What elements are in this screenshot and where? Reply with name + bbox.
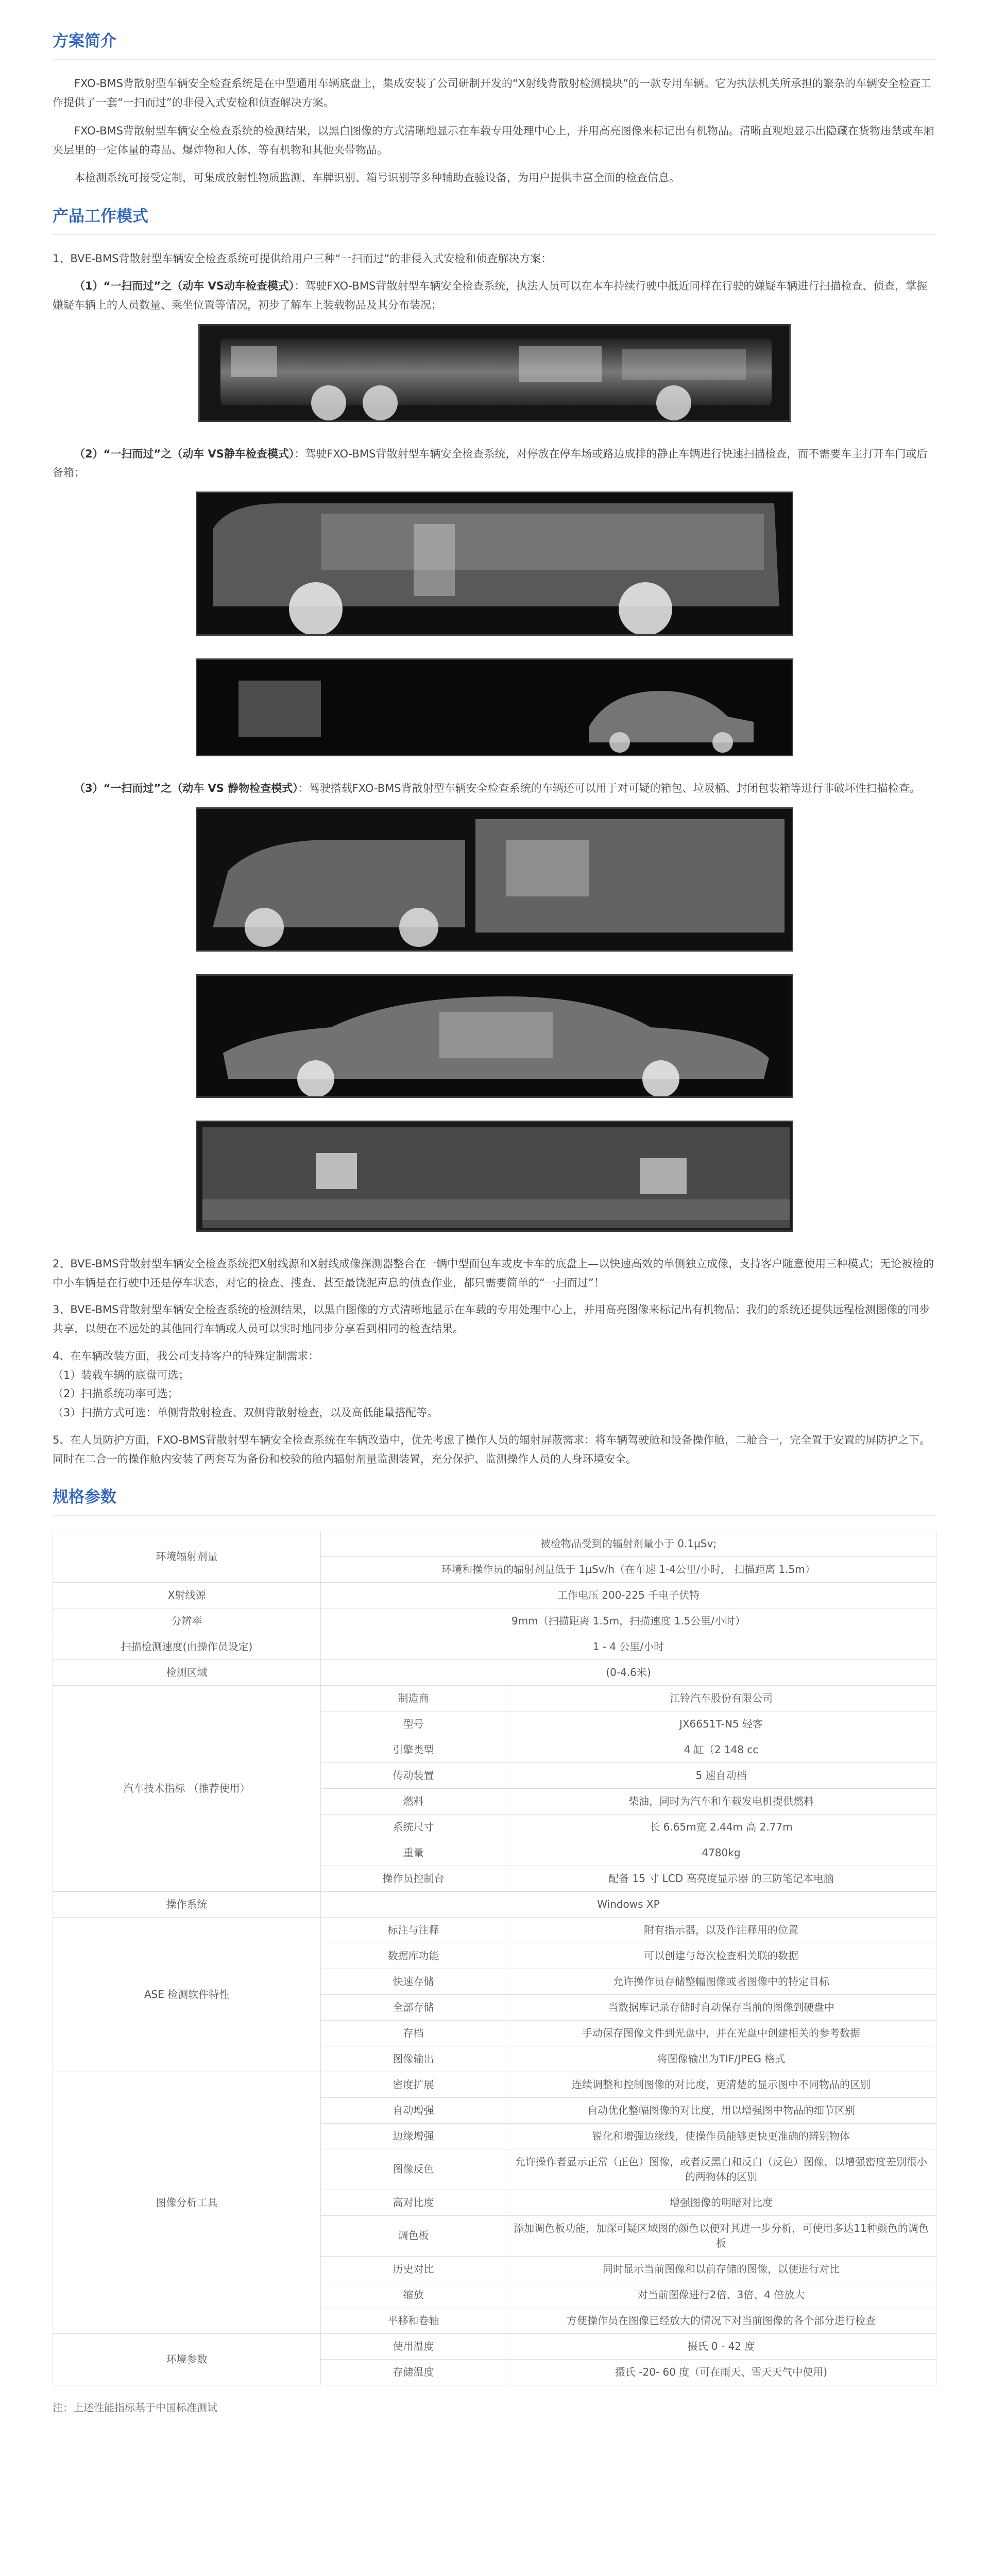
spec-value: 手动保存图像文件到光盘中，并在光盘中创建相关的参考数据 bbox=[506, 2020, 936, 2046]
spec-table bbox=[53, 1531, 936, 2385]
spec-category: ASE 检测软件特性 bbox=[53, 1917, 321, 2072]
spec-subcategory: 缩放 bbox=[321, 2282, 506, 2308]
customization-list bbox=[53, 1366, 936, 1422]
spec-subcategory: 调色板 bbox=[321, 2215, 506, 2256]
table-row bbox=[53, 1634, 936, 1659]
spec-value: 摄氏 0 - 42 度 bbox=[506, 2333, 936, 2359]
spec-value: 附有指示器，以及作注释用的位置 bbox=[506, 1917, 936, 1943]
spec-value: 可以创建与每次检查相关联的数据 bbox=[506, 1943, 936, 1969]
intro-paragraph-2: FXO-BMS背散射型车辆安全检查系统的检测结果，以黑白图像的方式清晰地显示在车载专用处理中心上，并用高亮图像来标记出有机物品。清晰直观地显示出隐藏在货物违禁或车厢夹层里的一定体量的毒品、爆炸物和人体、等有机物和其他夹带物品。 bbox=[53, 124, 934, 156]
heading-divider bbox=[53, 234, 936, 235]
spec-value: 增强图像的明暗对比度 bbox=[506, 2190, 936, 2215]
spec-value: 对当前图像进行2倍、3倍、4 倍放大 bbox=[506, 2282, 936, 2308]
spec-value: 添加调色板功能，加深可疑区域图的颜色以便对其进一步分析，可使用多达11种颜色的调色板 bbox=[506, 2215, 936, 2256]
spec-category: 汽车技术指标 （推荐使用） bbox=[53, 1685, 321, 1891]
modes-paragraph-3: 3、BVE-BMS背散射型车辆安全检查系统的检测结果，以黑白图像的方式清晰地显示在车载的专用处理中心上，并用高亮图像来标记出有机物品；我们的系统还提供远程检测图像的同步共享，以便在不远处的其他同行车辆或人员可以实时地同步分享看到相同的检查结果。 bbox=[53, 1303, 930, 1335]
spec-value: 工作电压 200-225 千电子伏特 bbox=[321, 1582, 936, 1608]
mode-3-description bbox=[53, 779, 936, 798]
table-row bbox=[53, 1608, 936, 1634]
table-row bbox=[53, 1659, 936, 1685]
spec-value: 江铃汽车股份有限公司 bbox=[506, 1685, 936, 1711]
spec-subcategory: 高对比度 bbox=[321, 2190, 506, 2215]
spec-subcategory: 平移和卷轴 bbox=[321, 2308, 506, 2333]
spec-value: 1 - 4 公里/小时 bbox=[321, 1634, 936, 1659]
mode-2-description bbox=[53, 445, 936, 483]
spec-category: 图像分析工具 bbox=[53, 2072, 321, 2333]
spec-value: 9mm（扫描距离 1.5m，扫描速度 1.5公里/小时） bbox=[321, 1608, 936, 1634]
table-row bbox=[53, 2072, 936, 2097]
spec-value: 将图像输出为TIF/JPEG 格式 bbox=[506, 2046, 936, 2072]
spec-subcategory: 传动装置 bbox=[321, 1762, 506, 1788]
spec-value: 方便操作员在图像已经放大的情况下对当前图像的各个部分进行检查 bbox=[506, 2308, 936, 2333]
modes-lead: 1、BVE-BMS背散射型车辆安全检查系统可提供给用户三种“一扫而过”的非侵入式安检和侦查解决方案： bbox=[53, 252, 552, 265]
mode-1-text: ：驾驶FXO-BMS背散射型车辆安全检查系统，执法人员可以在本车持续行驶中抵近同样在行驶的嫌疑车辆进行扫描检查、侦查，掌握嫌疑车辆上的人员数量、乘坐位置等情况，初步了解车上装载物品及其分布装况； bbox=[53, 280, 928, 311]
spec-heading: 规格参数 bbox=[53, 1488, 116, 1507]
spec-value: 摄氏 -20- 60 度（可在雨天、雪天天气中使用) bbox=[506, 2359, 936, 2385]
spec-value: 当数据库记录存储时自动保存当前的图像到硬盘中 bbox=[506, 1994, 936, 2020]
spec-category: 检测区域 bbox=[53, 1659, 321, 1685]
modes-heading: 产品工作模式 bbox=[53, 207, 148, 226]
mode-3-text: ：驾驶搭载FXO-BMS背散射型车辆安全检查系统的车辆还可以用于对可疑的箱包、垃圾桶、封闭包装箱等进行非破坏性扫描检查。 bbox=[298, 782, 920, 795]
mode-1-title: （1）“一扫而过”之（动车 VS动车检查模式） bbox=[74, 280, 295, 293]
spec-value: 长 6.65m宽 2.44m 高 2.77m bbox=[506, 1814, 936, 1840]
table-row bbox=[53, 1917, 936, 1943]
spec-subcategory: 数据库功能 bbox=[321, 1943, 506, 1969]
spec-value: 4780kg bbox=[506, 1840, 936, 1866]
heading-divider bbox=[53, 59, 936, 60]
spec-value: 配备 15 寸 LCD 高亮度显示器 的三防笔记本电脑 bbox=[506, 1866, 936, 1891]
spec-value: 环境和操作员的辐射剂量低于 1μSv/h（在车速 1-4公里/小时， 扫描距离 1.5m） bbox=[321, 1556, 936, 1582]
list-item: （1）装载车辆的底盘可选； bbox=[53, 1368, 190, 1381]
spec-subcategory: 边缘增强 bbox=[321, 2123, 506, 2149]
spec-value: (0-4.6米) bbox=[321, 1659, 936, 1685]
spec-subcategory: 重量 bbox=[321, 1840, 506, 1866]
spec-value: Windows XP bbox=[321, 1891, 936, 1917]
spec-category: 分辨率 bbox=[53, 1608, 321, 1634]
scan-image-sedan bbox=[196, 974, 793, 1098]
spec-value: 自动优化整幅图像的对比度，用以增强图中物品的细节区别 bbox=[506, 2097, 936, 2123]
scan-image-vehicle-row bbox=[196, 807, 793, 952]
spec-subcategory: 存储温度 bbox=[321, 2359, 506, 2385]
spec-subcategory: 操作员控制台 bbox=[321, 1866, 506, 1891]
spec-subcategory: 引擎类型 bbox=[321, 1737, 506, 1762]
spec-category: 操作系统 bbox=[53, 1891, 321, 1917]
mode-2-text: ：驾驶FXO-BMS背散射型车辆安全检查系统，对停放在停车场或路边成排的静止车辆进行快速扫描检查，而不需要车主打开车门或后备箱； bbox=[53, 447, 928, 479]
spec-category: X射线源 bbox=[53, 1582, 321, 1608]
scan-image-van-close bbox=[196, 492, 793, 636]
spec-subcategory: 系统尺寸 bbox=[321, 1814, 506, 1840]
scan-image-bus bbox=[198, 324, 791, 422]
spec-value: 允许操作员存储整幅图像或者图像中的特定目标 bbox=[506, 1969, 936, 1994]
spec-subcategory: 快速存储 bbox=[321, 1969, 506, 1994]
intro-paragraph-3: 本检测系统可接受定制，可集成放射性物质监测、车牌识别、箱号识别等多种辅助查验设备，为用户提供丰富全面的检查信息。 bbox=[74, 172, 680, 184]
table-row bbox=[53, 1582, 936, 1608]
scan-image-container bbox=[196, 1121, 793, 1232]
table-row bbox=[53, 1531, 936, 1556]
spec-value: 被检物品受到的辐射剂量小于 0.1μSv; bbox=[321, 1531, 936, 1556]
spec-value: 5 速自动档 bbox=[506, 1762, 936, 1788]
spec-value: 允许操作者显示正常（正色）图像，或者反黑白和反白（反色）图像，以增强密度差别很小的两物体的区别 bbox=[506, 2149, 936, 2190]
spec-value: JX6651T-N5 轻客 bbox=[506, 1711, 936, 1737]
mode-3-title: （3）“一扫而过”之（动车 VS 静物检查模式） bbox=[74, 782, 298, 795]
table-row bbox=[53, 1685, 936, 1711]
spec-subcategory: 型号 bbox=[321, 1711, 506, 1737]
table-row bbox=[53, 1891, 936, 1917]
heading-divider bbox=[53, 1515, 936, 1516]
spec-subcategory: 图像输出 bbox=[321, 2046, 506, 2072]
spec-subcategory: 使用温度 bbox=[321, 2333, 506, 2359]
spec-subcategory: 图像反色 bbox=[321, 2149, 506, 2190]
spec-footnote: 注：上述性能指标基于中国标准测试 bbox=[53, 2401, 217, 2414]
spec-category: 环境辐射剂量 bbox=[53, 1531, 321, 1582]
spec-subcategory: 燃料 bbox=[321, 1788, 506, 1814]
spec-value: 4 缸（2 148 cc bbox=[506, 1737, 936, 1762]
mode-1-description bbox=[53, 277, 936, 315]
spec-subcategory: 全部存储 bbox=[321, 1994, 506, 2020]
spec-category: 扫描检测速度(由操作员设定) bbox=[53, 1634, 321, 1659]
spec-subcategory: 制造商 bbox=[321, 1685, 506, 1711]
spec-subcategory: 历史对比 bbox=[321, 2256, 506, 2282]
spec-subcategory: 密度扩展 bbox=[321, 2072, 506, 2097]
spec-value: 同时显示当前图像和以前存储的图像，以便进行对比 bbox=[506, 2256, 936, 2282]
spec-subcategory: 标注与注释 bbox=[321, 1917, 506, 1943]
modes-paragraph-2: 2、BVE-BMS背散射型车辆安全检查系统把X射线源和X射线成像探测器整合在一辆中型面包车或皮卡车的底盘上—以快速高效的单侧独立成像，支持客户随意使用三种模式；无论被检的中小车辆是在行驶中还是停车状态，对它的检查、搜查、甚至最饶泥声息的侦查作业，都只需要简单的“一扫而过”！ bbox=[53, 1257, 934, 1289]
spec-category: 环境参数 bbox=[53, 2333, 321, 2385]
intro-paragraph-1: FXO-BMS背散射型车辆安全检查系统是在中型通用车辆底盘上，集成安装了公司研制开发的“X射线背散射检测模块”的一款专用车辆。它为执法机关所承担的繁杂的车辆安全检查工作提供了一套“一扫而过”的非侵入式安检和侦查解决方案。 bbox=[53, 77, 932, 109]
modes-paragraph-5: 5、在人员防护方面，FXO-BMS背散射型车辆安全检查系统在车辆改造中，优先考虑了操作人员的辐射屏蔽需求：将车辆驾驶舱和设备操作舱，二舱合一，完全置于安置的屏防护之下。同时在二合一的操作舱内安装了两套互为备份和校验的舱内辐射剂量监测装置，充分保护、监测操作人员的人身环境安全。 bbox=[53, 1433, 931, 1465]
list-item: （3）扫描方式可选：单侧背散射检查、双侧背散射检查，以及高低能量搭配等。 bbox=[53, 1406, 438, 1419]
spec-value: 锐化和增强边缘线，使操作员能够更快更准确的辨别物体 bbox=[506, 2123, 936, 2149]
spec-value: 连续调整和控制图像的对比度，更清楚的显示图中不同物品的区别 bbox=[506, 2072, 936, 2097]
modes-paragraph-4-lead: 4、在车辆改装方面，我公司支持客户的特殊定制需求： bbox=[53, 1349, 319, 1362]
table-row bbox=[53, 2333, 936, 2359]
spec-subcategory: 自动增强 bbox=[321, 2097, 506, 2123]
spec-subcategory: 存档 bbox=[321, 2020, 506, 2046]
scan-image-car-side bbox=[196, 658, 793, 756]
spec-value: 柴油，同时为汽车和车载发电机提供燃料 bbox=[506, 1788, 936, 1814]
mode-2-title: （2）“一扫而过”之（动车 VS静车检查模式） bbox=[74, 447, 295, 460]
list-item: （2）扫描系统功率可选； bbox=[53, 1387, 179, 1400]
intro-heading: 方案简介 bbox=[53, 32, 116, 50]
